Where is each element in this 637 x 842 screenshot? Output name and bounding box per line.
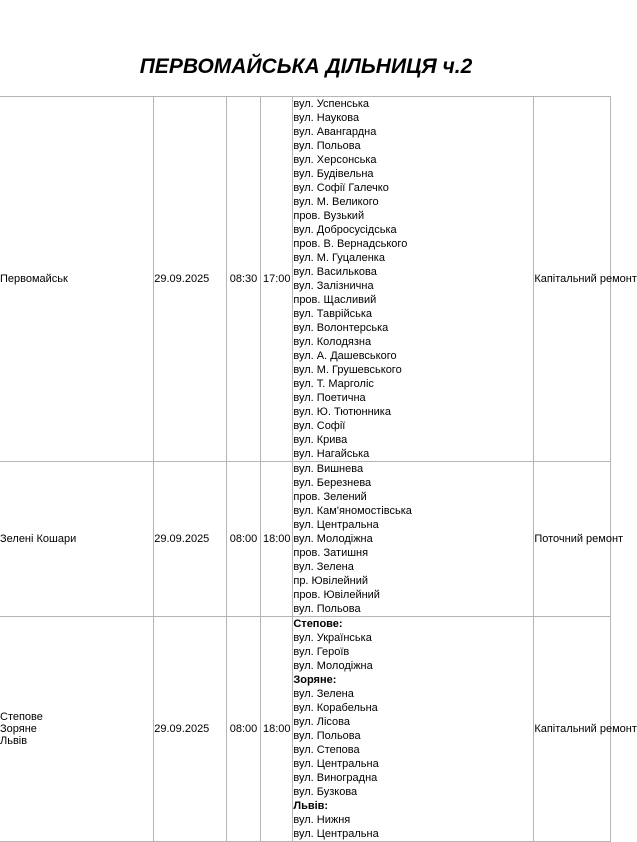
locality-heading: Степове: [293,618,343,630]
outage-date: 29.09.2025 [154,617,227,842]
street-item: вул. Нижня [293,814,351,826]
locality-heading: Львів: [293,800,329,812]
street-item: пров. Зелений [293,491,367,503]
locality-heading: Зоряне: [293,674,337,686]
end-time: 18:00 [261,462,293,617]
streets-cell [293,617,534,842]
work-type: Капітальний ремонт [534,97,611,462]
settlement-name: Первомайськ [0,273,68,285]
street-item: вул. Виноградна [293,772,378,784]
street-item: пров. В. Вернадського [293,238,408,250]
schedule-table-body [0,97,637,842]
street-item: вул. Софії [293,420,346,432]
street-item: вул. Героїв [293,646,350,658]
street-item: вул. Зелена [293,561,354,573]
street-item: вул. Софії Галечко [293,182,389,194]
street-item: вул. Успенська [293,98,370,110]
end-time: 18:00 [261,617,293,842]
street-item: вул. Херсонська [293,154,377,166]
street-item: вул. Колодязна [293,336,372,348]
street-item: вул. Українська [293,632,372,644]
street-item: пр. Ювілейний [293,575,368,587]
street-item: вул. Лісова [293,716,350,728]
street-item: вул. Центральна [293,828,379,840]
start-time: 08:30 [226,97,260,462]
street-item: пров. Щасливий [293,294,377,306]
table-row [0,617,611,842]
street-item: вул. Корабельна [293,702,378,714]
street-item: вул. Польова [293,603,361,615]
street-item: вул. Таврійська [293,308,373,320]
street-item: вул. Польова [293,140,361,152]
street-item: вул. Молодіжна [293,533,373,545]
street-item: вул. Волонтерська [293,322,389,334]
street-item: вул. Залізнична [293,280,374,292]
street-item: вул. Бузкова [293,786,358,798]
street-item: вул. Нагайська [293,448,370,460]
start-time: 08:00 [226,462,260,617]
street-item: вул. Добросусідська [293,224,397,236]
table-row [0,97,611,462]
settlement-name: Степове [0,711,43,723]
settlement-name: Зелені Кошари [0,533,77,545]
table-row [0,462,611,617]
settlement-name: Львів [0,735,28,747]
street-item: вул. М. Гуцаленка [293,252,385,264]
street-item: пров. Затишня [293,547,369,559]
street-item: пров. Вузький [293,210,365,222]
street-item: вул. Кам'яномостівська [293,505,412,517]
outage-schedule-table [0,96,637,842]
page-title: ПЕРВОМАЙСЬКА ДІЛЬНИЦЯ ч.2 [139,55,473,78]
street-item: вул. Ю. Тютюнника [293,406,391,418]
settlement-cell [0,462,154,617]
work-type: Поточний ремонт [534,462,611,617]
street-item: вул. А. Дашевського [293,350,397,362]
streets-cell [293,97,534,462]
start-time: 08:00 [226,617,260,842]
street-item: вул. Будівельна [293,168,374,180]
street-item: вул. Молодіжна [293,660,373,672]
work-type: Капітальний ремонт [534,617,611,842]
street-item: вул. Василькова [293,266,377,278]
street-item: вул. Польова [293,730,361,742]
street-item: вул. Центральна [293,519,379,531]
street-item: вул. Центральна [293,758,379,770]
street-item: вул. Зелена [293,688,354,700]
street-item: вул. Авангардна [293,126,377,138]
outage-date: 29.09.2025 [154,462,227,617]
street-item: вул. Вишнева [293,463,364,475]
street-item: вул. М. Грушевського [293,364,402,376]
street-item: вул. Поетична [293,392,366,404]
settlement-cell [0,97,154,462]
street-item: вул. Степова [293,744,360,756]
street-item: пров. Ювілейний [293,589,380,601]
settlement-name: Зоряне [0,723,37,735]
streets-cell [293,462,534,617]
street-item: вул. Наукова [293,112,360,124]
outage-date: 29.09.2025 [154,97,227,462]
street-item: вул. Березнева [293,477,372,489]
end-time: 17:00 [261,97,293,462]
street-item: вул. Т. Марголіс [293,378,374,390]
street-item: вул. Крива [293,434,348,446]
settlement-cell [0,617,154,842]
street-item: вул. М. Великого [293,196,379,208]
